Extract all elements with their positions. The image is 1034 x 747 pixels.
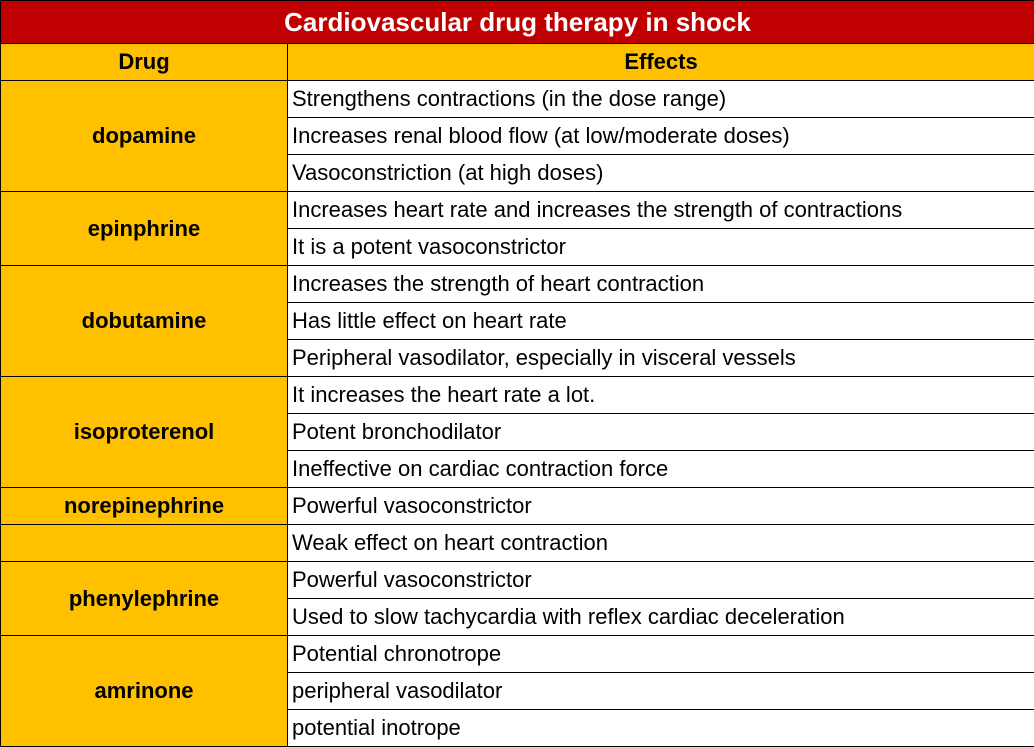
table-title: Cardiovascular drug therapy in shock bbox=[1, 1, 1034, 44]
effect-cell: Increases heart rate and increases the strength of contractions bbox=[288, 192, 1034, 229]
table-row bbox=[1, 488, 1034, 525]
table-row bbox=[1, 266, 1034, 303]
drug-name-cell: dobutamine bbox=[1, 266, 288, 377]
drug-name-cell: epinphrine bbox=[1, 192, 288, 266]
drug-name-cell: amrinone bbox=[1, 636, 288, 747]
effect-cell: Has little effect on heart rate bbox=[288, 303, 1034, 340]
effect-cell: Increases renal blood flow (at low/moderate doses) bbox=[288, 118, 1034, 155]
effect-cell: Weak effect on heart contraction bbox=[288, 525, 1034, 562]
drug-name-cell: dopamine bbox=[1, 81, 288, 192]
table-row bbox=[1, 81, 1034, 118]
effect-cell: Powerful vasoconstrictor bbox=[288, 562, 1034, 599]
effect-cell: potential inotrope bbox=[288, 710, 1034, 747]
table-row bbox=[1, 636, 1034, 673]
effect-cell: Increases the strength of heart contraction bbox=[288, 266, 1034, 303]
effects-column-header: Effects bbox=[288, 44, 1034, 81]
effect-cell: Vasoconstriction (at high doses) bbox=[288, 155, 1034, 192]
effect-cell: Ineffective on cardiac contraction force bbox=[288, 451, 1034, 488]
title-row bbox=[1, 1, 1034, 44]
table-row bbox=[1, 192, 1034, 229]
header-row bbox=[1, 44, 1034, 81]
drug-name-cell: isoproterenol bbox=[1, 377, 288, 488]
effect-cell: Strengthens contractions (in the dose range) bbox=[288, 81, 1034, 118]
effect-cell: Potential chronotrope bbox=[288, 636, 1034, 673]
table-row bbox=[1, 525, 1034, 562]
effect-cell: Used to slow tachycardia with reflex cardiac deceleration bbox=[288, 599, 1034, 636]
effect-cell: Powerful vasoconstrictor bbox=[288, 488, 1034, 525]
effect-cell: It increases the heart rate a lot. bbox=[288, 377, 1034, 414]
drug-name-cell: phenylephrine bbox=[1, 562, 288, 636]
drug-column-header: Drug bbox=[1, 44, 288, 81]
table-row bbox=[1, 377, 1034, 414]
table-body bbox=[1, 81, 1034, 747]
effect-cell: peripheral vasodilator bbox=[288, 673, 1034, 710]
effect-cell: It is a potent vasoconstrictor bbox=[288, 229, 1034, 266]
effect-cell: Potent bronchodilator bbox=[288, 414, 1034, 451]
drug-name-cell: norepinephrine bbox=[1, 488, 288, 525]
drug-name-cell bbox=[1, 525, 288, 562]
effect-cell: Peripheral vasodilator, especially in visceral vessels bbox=[288, 340, 1034, 377]
table-row bbox=[1, 562, 1034, 599]
